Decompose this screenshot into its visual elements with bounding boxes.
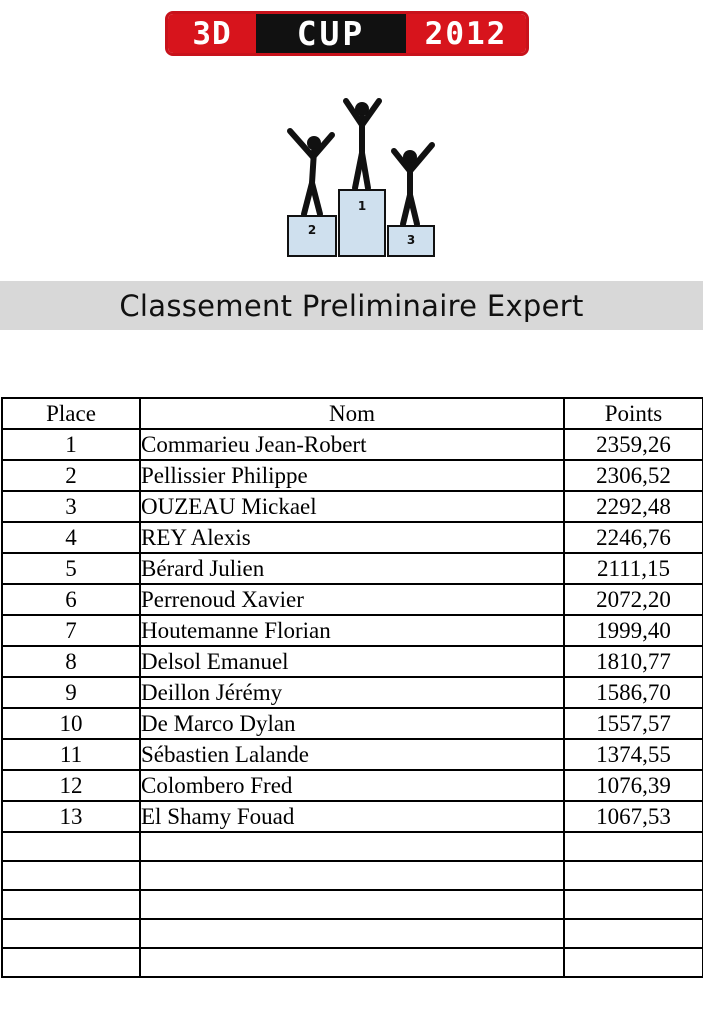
- name-cell: Deillon Jérémy: [140, 677, 564, 708]
- name-cell: Bérard Julien: [140, 553, 564, 584]
- header-place: Place: [2, 398, 140, 429]
- table-row: [2, 553, 703, 584]
- name-cell: Commarieu Jean-Robert: [140, 429, 564, 460]
- name-cell: [140, 861, 564, 890]
- place-cell: [2, 832, 140, 861]
- title-banner: [0, 281, 703, 330]
- points-cell: [564, 832, 703, 861]
- place-cell: [2, 948, 140, 977]
- place-cell: 8: [2, 646, 140, 677]
- podium-third-label: 3: [406, 233, 416, 247]
- table-row: [2, 491, 703, 522]
- place-cell: 4: [2, 522, 140, 553]
- table-row: [2, 948, 703, 977]
- place-cell: 5: [2, 553, 140, 584]
- place-cell: 1: [2, 429, 140, 460]
- table-row: [2, 832, 703, 861]
- name-cell: [140, 890, 564, 919]
- points-cell: 2292,48: [564, 491, 703, 522]
- table-row: [2, 429, 703, 460]
- place-cell: 13: [2, 801, 140, 832]
- points-cell: 2306,52: [564, 460, 703, 491]
- points-cell: [564, 948, 703, 977]
- table-header-row: [2, 398, 703, 429]
- podium-icon: [282, 95, 442, 260]
- name-cell: De Marco Dylan: [140, 708, 564, 739]
- page-title: Classement Preliminaire Expert: [119, 288, 584, 323]
- points-cell: 2246,76: [564, 522, 703, 553]
- points-cell: 2359,26: [564, 429, 703, 460]
- points-cell: 1586,70: [564, 677, 703, 708]
- header-name: Nom: [140, 398, 564, 429]
- points-cell: 1810,77: [564, 646, 703, 677]
- place-cell: [2, 861, 140, 890]
- table-row: [2, 677, 703, 708]
- name-cell: El Shamy Fouad: [140, 801, 564, 832]
- points-cell: 1374,55: [564, 739, 703, 770]
- table-row: [2, 460, 703, 491]
- table-row: [2, 646, 703, 677]
- points-cell: [564, 890, 703, 919]
- points-cell: 2072,20: [564, 584, 703, 615]
- place-cell: 12: [2, 770, 140, 801]
- table-row: [2, 522, 703, 553]
- table-row: [2, 708, 703, 739]
- table-row: [2, 739, 703, 770]
- table-row: [2, 801, 703, 832]
- name-cell: Delsol Emanuel: [140, 646, 564, 677]
- place-cell: [2, 890, 140, 919]
- place-cell: 11: [2, 739, 140, 770]
- ranking-table-body: [2, 429, 703, 977]
- podium-first-label: 1: [357, 199, 367, 213]
- table-row: [2, 770, 703, 801]
- points-cell: 1067,53: [564, 801, 703, 832]
- logo-part-cup: CUP: [256, 14, 406, 53]
- place-cell: 2: [2, 460, 140, 491]
- points-cell: [564, 861, 703, 890]
- name-cell: [140, 948, 564, 977]
- table-row: [2, 890, 703, 919]
- points-cell: 1999,40: [564, 615, 703, 646]
- name-cell: Sébastien Lalande: [140, 739, 564, 770]
- place-cell: 6: [2, 584, 140, 615]
- name-cell: [140, 919, 564, 948]
- place-cell: 9: [2, 677, 140, 708]
- table-row: [2, 861, 703, 890]
- logo-part-3d: 3D: [168, 14, 256, 53]
- points-cell: 1557,57: [564, 708, 703, 739]
- name-cell: REY Alexis: [140, 522, 564, 553]
- name-cell: Houtemanne Florian: [140, 615, 564, 646]
- place-cell: 7: [2, 615, 140, 646]
- logo-part-year: 2012: [406, 14, 526, 53]
- table-row: [2, 615, 703, 646]
- points-cell: 2111,15: [564, 553, 703, 584]
- table-row: [2, 584, 703, 615]
- place-cell: 3: [2, 491, 140, 522]
- name-cell: Colombero Fred: [140, 770, 564, 801]
- name-cell: Perrenoud Xavier: [140, 584, 564, 615]
- podium-second-label: 2: [307, 223, 317, 237]
- points-cell: [564, 919, 703, 948]
- event-logo: [165, 11, 529, 56]
- points-cell: 1076,39: [564, 770, 703, 801]
- name-cell: [140, 832, 564, 861]
- name-cell: OUZEAU Mickael: [140, 491, 564, 522]
- ranking-table: [1, 397, 703, 978]
- table-row: [2, 919, 703, 948]
- place-cell: [2, 919, 140, 948]
- name-cell: Pellissier Philippe: [140, 460, 564, 491]
- header-points: Points: [564, 398, 703, 429]
- place-cell: 10: [2, 708, 140, 739]
